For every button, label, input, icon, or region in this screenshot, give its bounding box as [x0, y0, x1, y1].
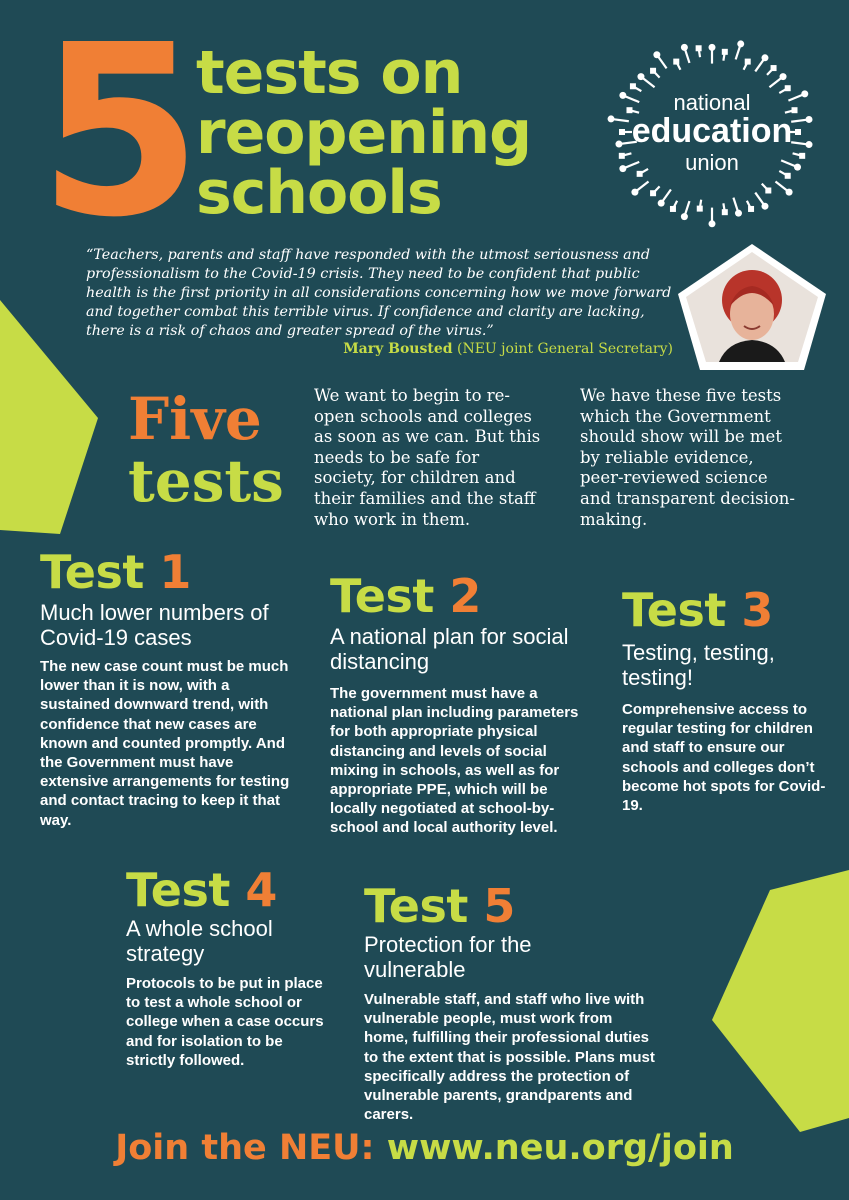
five-tests-heading: [128, 385, 284, 515]
test-5-word: Test: [364, 879, 468, 933]
intro-right-text: We have these five tests which the Government should show will be met by reliable evidence, peer-reviewed science and transparent decision-making.: [580, 386, 795, 529]
intro-left-text: We want to begin to re-open schools and colleges as soon as we can. But this needs to be safe for society, for children and their families and the staff who work in them.: [314, 386, 541, 529]
logo-ray-tip: [681, 213, 688, 220]
left-pentagon-shape: [0, 300, 98, 534]
logo-text-union: union: [685, 150, 739, 175]
test-3-word: Test: [622, 583, 726, 637]
logo-ray-tip: [771, 65, 777, 71]
test-4-body: Protocols to be put in place to test a whole school or college when a case occurs and for isolation to be strictly followed.: [126, 975, 324, 1069]
test-1-word: Test: [40, 545, 144, 599]
bottom-right-pentagon-shape: [712, 870, 849, 1132]
logo-ray-tip: [650, 68, 656, 74]
logo-ray-tip: [765, 187, 771, 193]
logo-ray-tip: [780, 73, 787, 80]
quote-author-role: (NEU joint General Secretary): [452, 341, 673, 357]
logo-ray-tip: [650, 190, 656, 196]
tests-word: tests: [128, 447, 284, 515]
logo-ray-tip: [709, 44, 716, 51]
test-4-word: Test: [126, 863, 230, 917]
test-4-title: A whole school strategy: [126, 916, 273, 966]
join-footer: [0, 1128, 849, 1168]
test-3-body: Comprehensive access to regular testing for children and staff to ensure our schools and colleges don’t become hot spots for Covid-19.: [622, 701, 826, 815]
test-4-heading: [126, 863, 277, 917]
logo-ray-tip: [637, 73, 644, 80]
test-1-heading: [40, 545, 191, 599]
test-2-word: Test: [330, 569, 434, 623]
test-1-title: Much lower numbers of Covid-19 cases: [40, 600, 269, 650]
logo-ray-tip: [722, 209, 728, 215]
logo-ray-tip: [673, 59, 679, 65]
test-2-heading: [330, 569, 481, 623]
title-line-2: reopening: [196, 98, 532, 168]
join-url-link[interactable]: www.neu.org/join: [386, 1128, 734, 1168]
test-3-heading: [622, 583, 773, 637]
test-4-number: 4: [245, 863, 277, 917]
portrait-photo: [676, 242, 828, 372]
test-3-title: Testing, testing, testing!: [622, 640, 775, 690]
logo-ray-tip: [748, 206, 754, 212]
logo-text-national: national: [673, 90, 751, 115]
logo-ray-tip: [631, 189, 638, 196]
test-2-body: The government must have a national plan including parameters for both appropriate physical distancing and levels of social mixing in schools, as well as for appropriate PPE, which will be locally negotiated at school-by-school and local authority level.: [330, 685, 579, 837]
logo-ray-tip: [670, 206, 676, 212]
logo-ray-tip: [722, 49, 728, 55]
test-5-title: Protection for the vulnerable: [364, 932, 532, 982]
title-line-1: tests on: [196, 38, 463, 108]
test-3-number: 3: [741, 583, 773, 637]
logo-ray-tip: [737, 40, 744, 47]
logo-ray-tip: [658, 200, 665, 207]
big-number-five: 5: [38, 0, 197, 269]
logo-ray-tip: [696, 45, 702, 51]
logo-ray-tip: [745, 59, 751, 65]
logo-ray-tip: [709, 220, 716, 227]
logo-ray-tip: [681, 44, 688, 51]
test-1-number: 1: [159, 545, 191, 599]
test-2-title: A national plan for social distancing: [330, 624, 569, 674]
quote-author-name: Mary Bousted: [343, 341, 453, 357]
quote-text: “Teachers, parents and staff have responded with the utmost seriousness and professionalism to the Covid-19 crisis. They need to be confident that public health is the first priority in all considerations concerning how we move forward and together combat this terrible virus. If confidence and clarity are lacking, there is a risk of chaos and greater spread of the virus.”: [86, 247, 672, 339]
logo-ray-tip: [786, 189, 793, 196]
test-1-body: The new case count must be much lower than it is now, with a sustained downward trend, with confidence that new cases are known and counted promptly. And the Government must have extensive arrangements for testing and contact tracing to keep it that way.: [40, 658, 290, 829]
neu-logo: [602, 32, 822, 232]
logo-text-education: education: [631, 112, 793, 150]
logo-ray-tip: [761, 203, 768, 210]
join-label: Join the NEU:: [115, 1128, 375, 1168]
test-5-heading: [364, 879, 515, 933]
five-word: Five: [128, 385, 262, 453]
test-5-number: 5: [483, 879, 515, 933]
logo-ray-tip: [761, 54, 768, 61]
logo-ray-tip: [653, 51, 660, 58]
test-2-number: 2: [449, 569, 481, 623]
logo-ray-tip: [697, 206, 703, 212]
logo-ray-tip: [630, 83, 636, 89]
quote-attribution: [343, 341, 673, 357]
test-5-body: Vulnerable staff, and staff who live with vulnerable people, must work from home, fulfilling their professional duties to the extent that is possible. Plans must specifically address the protection of vulnerable parents, grandparents and carers.: [364, 991, 655, 1124]
title-line-3: schools: [196, 158, 442, 228]
logo-ray-tip: [735, 210, 742, 217]
